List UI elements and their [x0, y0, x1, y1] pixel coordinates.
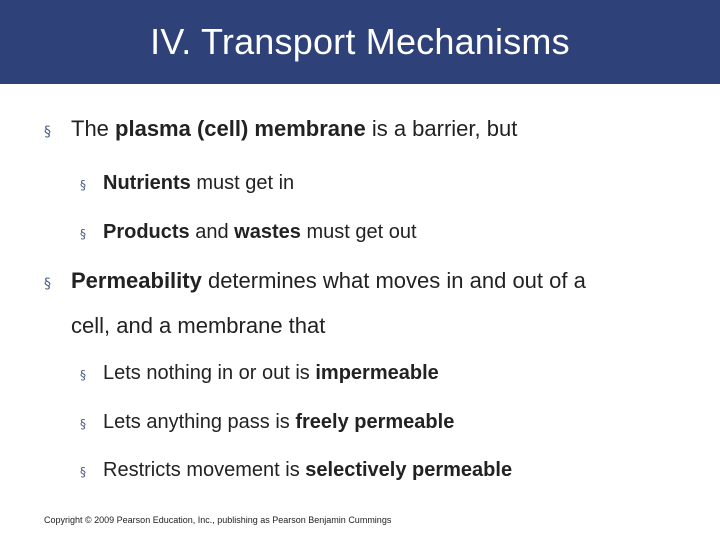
bullet-text: The plasma (cell) membrane is a barrier, but — [71, 116, 518, 141]
sub-bullet-nutrients — [80, 172, 294, 195]
bullet-marker-icon: § — [80, 368, 86, 382]
bullet-text: Products and wastes must get out — [103, 221, 417, 243]
bullet-marker-icon: § — [80, 465, 86, 479]
slide-title: IV. Transport Mechanisms — [150, 21, 570, 62]
bullet-marker-icon: § — [80, 227, 86, 241]
sub-bullet-selectively-permeable — [80, 459, 512, 482]
title-bar — [0, 0, 720, 84]
bullet-text: Permeability determines what moves in and out of a — [71, 268, 586, 293]
bullet-marker-icon: § — [44, 124, 51, 140]
bullet-marker-icon: § — [80, 178, 86, 192]
bullet-text: Nutrients must get in — [103, 172, 295, 194]
sub-bullet-impermeable — [80, 362, 439, 385]
bullet-continuation: cell, and a membrane that — [71, 313, 326, 338]
bullet-plasma-membrane — [44, 116, 517, 142]
sub-bullet-products — [80, 221, 417, 244]
bullet-text: Lets nothing in or out is impermeable — [103, 362, 439, 384]
bullet-text: Lets anything pass is freely permeable — [103, 411, 455, 433]
sub-bullet-freely-permeable — [80, 411, 454, 434]
copyright-footer: Copyright © 2009 Pearson Education, Inc., publishing as Pearson Benjamin Cummings — [44, 515, 392, 525]
bullet-marker-icon: § — [80, 417, 86, 431]
bullet-permeability — [44, 268, 586, 294]
bullet-text: Restricts movement is selectively permeable — [103, 459, 513, 481]
bullet-marker-icon: § — [44, 276, 51, 292]
